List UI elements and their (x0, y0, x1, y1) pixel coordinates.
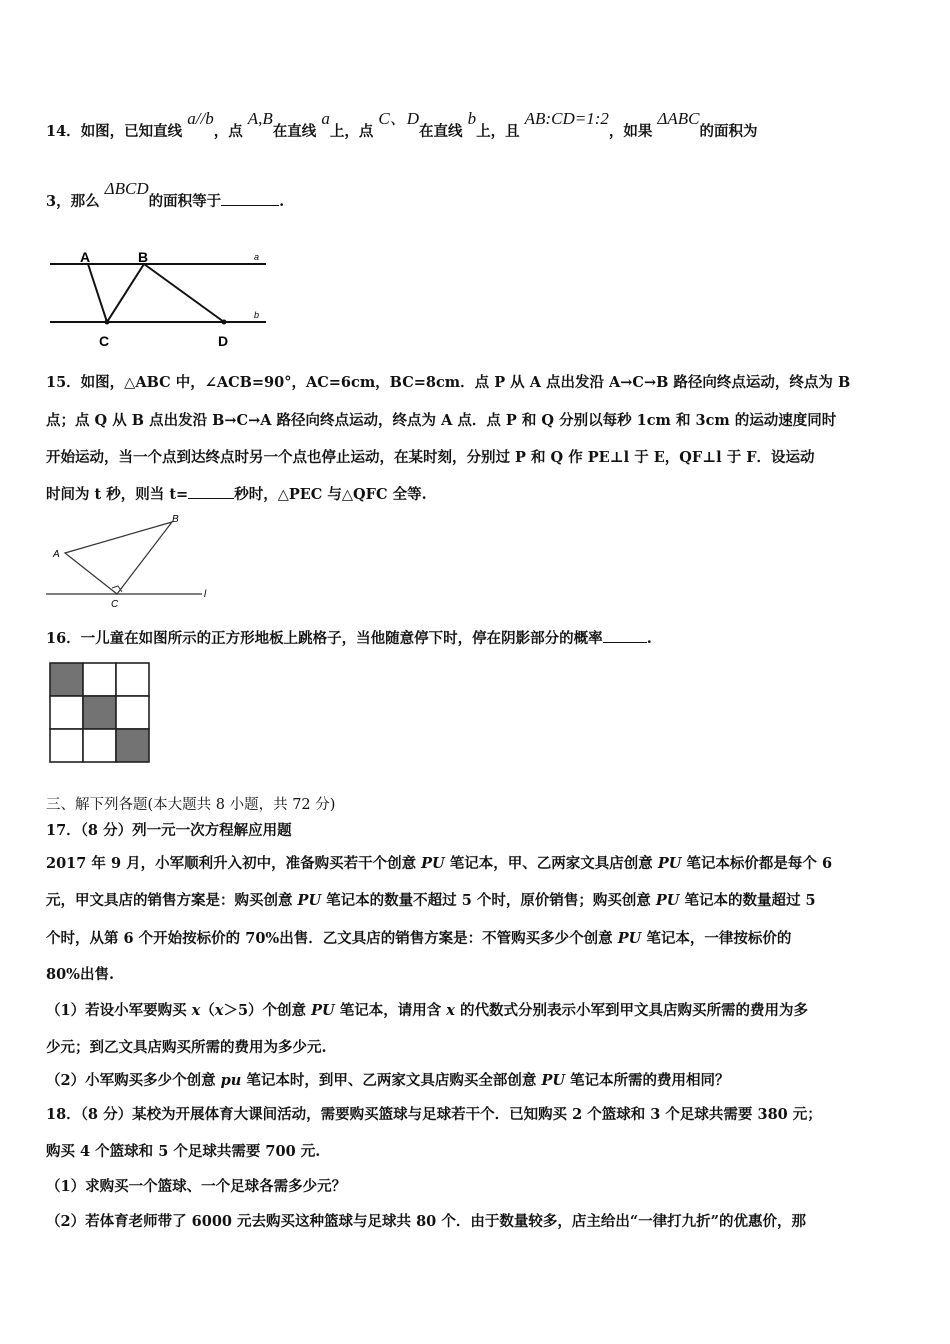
q14-line1: 14．如图，已知直线 a//b，点 A,B在直线 a上，点 C、D在直线 b上，且 AB:CD=1:2，如果 ΔABC的面积为 (46, 109, 758, 140)
q17-sub1-line1: （1）若设小军要购买 x（x＞5）个创意 PU 笔记本，请用含 x 的代数式分别表示小军到甲文具店购买所需的费用为多 (46, 1002, 808, 1019)
q18-line2: 购买 4 个篮球和 5 个足球共需要 700 元. (46, 1143, 321, 1160)
q14-math-ratio: AB:CD=1:2 (524, 109, 609, 128)
grid-cell (50, 729, 83, 762)
q14-math-b: b (467, 109, 477, 128)
q15-line-3: 开始运动，当一个点到达终点时另一个点也停止运动，在某时刻，分别过 P 和 Q 作 PE⊥l 于 E，QF⊥l 于 F．设运动 (46, 449, 815, 466)
grid-cell-shaded (83, 696, 116, 729)
q15-label-B: B (172, 514, 179, 525)
grid-cell-shaded (50, 663, 83, 696)
q14-label-A: A (80, 249, 91, 265)
q16-line: 16．一儿童在如图所示的正方形地板上跳格子，当他随意停下时，停在阴影部分的概率 . (46, 630, 652, 647)
q17-para-line1: 2017 年 9 月，小军顺利升入初中，准备购买若干个创意 PU 笔记本，甲、乙两家文具店创意 PU 笔记本标价都是每个 6 (46, 855, 833, 872)
q14-math-CD: C、D (378, 109, 420, 128)
q14-number: 14． (46, 123, 81, 140)
q17-para-line4: 80%出售. (46, 966, 115, 983)
grid-cell (83, 663, 116, 696)
q18-sub2: （2）若体育老师带了 6000 元去购买这种篮球与足球共 80 个．由于数量较多，店主给出“一律打九折”的优惠价，那 (46, 1213, 806, 1230)
section3-heading: 三、解下列各题(本大题共 8 小题，共 72 分) (46, 797, 336, 813)
q15-label-A: A (53, 549, 60, 560)
q16-answer-blank (603, 642, 647, 643)
q15-line-1: 15．如图，△ABC 中，∠ACB=90°，AC=6cm，BC=8cm．点 P 从 A 点出发沿 A→C→B 路径向终点运动，终点为 B (46, 374, 851, 391)
q17-para-line2: 元，甲文具店的销售方案是：购买创意 PU 笔记本的数量不超过 5 个时，原价销售；购买创意 PU 笔记本的数量超过 5 (46, 892, 816, 909)
q18-line1: 18．（8 分）某校为开展体育大课间活动，需要购买篮球与足球若干个．已知购买 2 个篮球和 3 个足球共需要 380 元； (46, 1106, 822, 1123)
q17-sub1-line2: 少元；到乙文具店购买所需的费用为多少元. (46, 1039, 327, 1056)
q15-line-2: 点；点 Q 从 B 点出发沿 B→C→A 路径向终点运动，终点为 A 点．点 P 和 Q 分别以每秒 1cm 和 3cm 的运动速度同时 (46, 412, 837, 429)
q14-line2: 3，那么 ΔBCD的面积等于 . (46, 179, 285, 210)
q15-answer-blank (188, 498, 234, 499)
q14-math-a: a (321, 109, 330, 128)
grid-cell (116, 663, 149, 696)
q14-label-D: D (218, 333, 229, 349)
q14-math-AB: A,B (247, 109, 273, 128)
q18-sub1: （1）求购买一个篮球、一个足球各需多少元？ (46, 1178, 347, 1195)
q14-label-C: C (99, 333, 110, 349)
grid-cell (116, 696, 149, 729)
q15-label-l: l (204, 589, 207, 600)
q14-math-ABC: ΔABC (657, 109, 700, 128)
q14-answer-blank (221, 205, 279, 206)
q15-line-4: 时间为 t 秒，则当 t= 秒时，△PEC 与△QFC 全等. (46, 486, 427, 503)
q17-title: 17．（8 分）列一元一次方程解应用题 (46, 822, 292, 839)
q17-para-line3: 个时，从第 6 个开始按标价的 70%出售．乙文具店的销售方案是：不管购买多少个创意 PU 笔记本，一律按标价的 (46, 930, 792, 947)
q14-figure (46, 248, 276, 353)
q17-sub2: （2）小军购买多少个创意 pu 笔记本时，到甲、乙两家文具店购买全部创意 PU 笔记本所需的费用相同？ (46, 1072, 730, 1089)
q14-math-parallel: a//b (187, 109, 214, 128)
q14-label-b: b (254, 310, 260, 320)
grid-cell (50, 696, 83, 729)
q14-label-B: B (138, 249, 149, 265)
q16-grid-figure (48, 661, 152, 764)
grid-cell (83, 729, 116, 762)
q14-math-BCD: ΔBCD (104, 179, 149, 198)
grid-cell-shaded (116, 729, 149, 762)
q15-figure (44, 510, 224, 610)
q15-label-C: C (111, 599, 119, 610)
q14-label-a: a (254, 252, 260, 262)
